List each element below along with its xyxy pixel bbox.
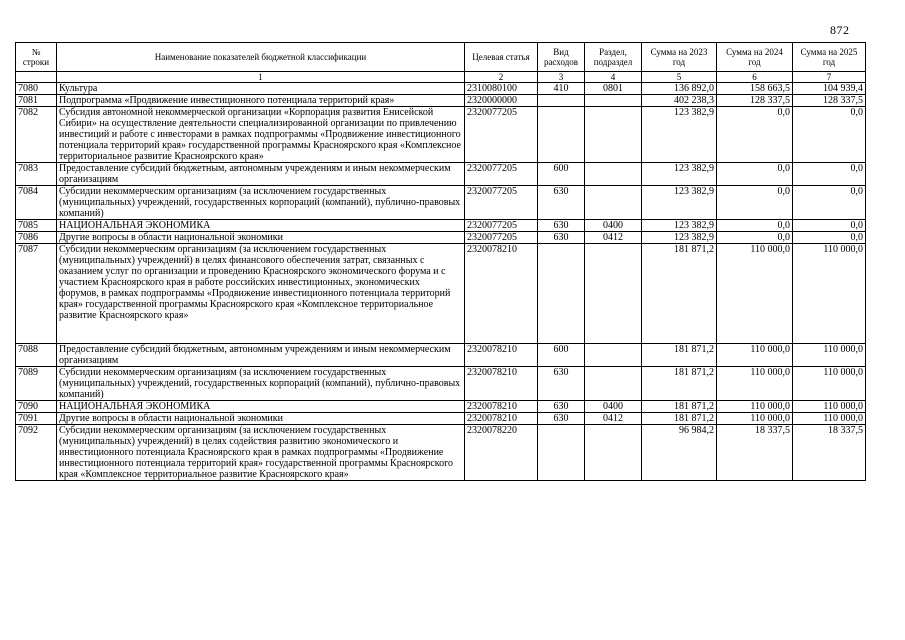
table-row: [16, 220, 866, 232]
sum-2024: 110 000,0: [717, 413, 793, 425]
sum-2025: 104 939,4: [793, 83, 866, 95]
column-index: 1: [57, 72, 465, 83]
sum-2025: 0,0: [793, 186, 866, 220]
header-sum-2025: Сумма на 2025 год: [793, 43, 866, 72]
row-number: 7086: [16, 232, 57, 244]
sum-2023: 181 871,2: [642, 244, 717, 344]
sum-2023: 181 871,2: [642, 344, 717, 367]
table-row: [16, 367, 866, 401]
table-row: [16, 95, 866, 107]
section-code: 0400: [585, 401, 642, 413]
column-index-row: [16, 72, 866, 83]
expense-type: [538, 107, 585, 163]
sum-2024: 110 000,0: [717, 244, 793, 344]
sum-2025: 18 337,5: [793, 425, 866, 481]
sum-2025: 110 000,0: [793, 401, 866, 413]
table-row: [16, 244, 866, 344]
target-article: 2320078210: [465, 244, 538, 344]
sum-2024: 128 337,5: [717, 95, 793, 107]
expense-type: 630: [538, 186, 585, 220]
sum-2025: 0,0: [793, 163, 866, 186]
row-number: 7080: [16, 83, 57, 95]
sum-2023: 123 382,9: [642, 163, 717, 186]
sum-2024: 0,0: [717, 232, 793, 244]
header-target-article: Целевая статья: [465, 43, 538, 72]
sum-2024: 110 000,0: [717, 344, 793, 367]
row-number: 7084: [16, 186, 57, 220]
row-number: 7083: [16, 163, 57, 186]
sum-2025: 0,0: [793, 220, 866, 232]
sum-2023: 181 871,2: [642, 367, 717, 401]
target-article: 2320078220: [465, 425, 538, 481]
indicator-name: Подпрограмма «Продвижение инвестиционного потенциала территорий края»: [57, 95, 465, 107]
sum-2023: 402 238,3: [642, 95, 717, 107]
target-article: 2320077205: [465, 163, 538, 186]
sum-2023: 181 871,2: [642, 401, 717, 413]
indicator-name: Предоставление субсидий бюджетным, автономным учреждениям и иным некоммерческим организациям: [57, 163, 465, 186]
sum-2025: 0,0: [793, 232, 866, 244]
header-sum-2023: Сумма на 2023 год: [642, 43, 717, 72]
expense-type: 630: [538, 220, 585, 232]
expense-type: 630: [538, 367, 585, 401]
row-number: 7087: [16, 244, 57, 344]
expense-type: [538, 425, 585, 481]
section-code: [585, 186, 642, 220]
row-number: 7090: [16, 401, 57, 413]
sum-2023: 123 382,9: [642, 107, 717, 163]
sum-2023: 96 984,2: [642, 425, 717, 481]
expense-type: 630: [538, 413, 585, 425]
section-code: [585, 107, 642, 163]
column-index: 3: [538, 72, 585, 83]
expense-type: [538, 244, 585, 344]
indicator-name: Другие вопросы в области национальной экономики: [57, 413, 465, 425]
target-article: 2320077205: [465, 107, 538, 163]
target-article: 2320078210: [465, 401, 538, 413]
sum-2025: 128 337,5: [793, 95, 866, 107]
target-article: 2320077205: [465, 232, 538, 244]
table-row: [16, 186, 866, 220]
row-number: 7091: [16, 413, 57, 425]
row-number: 7082: [16, 107, 57, 163]
target-article: 2320078210: [465, 344, 538, 367]
sum-2024: 0,0: [717, 220, 793, 232]
section-code: [585, 367, 642, 401]
column-index: 2: [465, 72, 538, 83]
section-code: 0400: [585, 220, 642, 232]
section-code: [585, 344, 642, 367]
sum-2024: 0,0: [717, 163, 793, 186]
sum-2024: 158 663,5: [717, 83, 793, 95]
sum-2025: 110 000,0: [793, 244, 866, 344]
target-article: 2320077205: [465, 220, 538, 232]
row-number: 7089: [16, 367, 57, 401]
target-article: 2320078210: [465, 413, 538, 425]
indicator-name: Субсидии некоммерческим организациям (за исключением государственных (муниципальных) учреждений) в целях содействия развитию экономического и инвестиционного потенциала Красноярского края в рамках подпрограммы «Продвижение инвестиционного потенциала территорий края» государственной программы Красноярского края «Комплексное территориальное развитие Красноярского края»: [57, 425, 465, 481]
budget-table: [15, 42, 866, 481]
indicator-name: Культура: [57, 83, 465, 95]
section-code: [585, 163, 642, 186]
section-code: [585, 95, 642, 107]
table-row: [16, 232, 866, 244]
header-row-number: № строки: [16, 43, 57, 72]
expense-type: 630: [538, 232, 585, 244]
sum-2024: 110 000,0: [717, 401, 793, 413]
indicator-name: НАЦИОНАЛЬНАЯ ЭКОНОМИКА: [57, 220, 465, 232]
target-article: 2320077205: [465, 186, 538, 220]
table-row: [16, 163, 866, 186]
row-number: 7088: [16, 344, 57, 367]
column-index: 6: [717, 72, 793, 83]
header-section: Раздел, подраздел: [585, 43, 642, 72]
sum-2024: 0,0: [717, 186, 793, 220]
sum-2025: 110 000,0: [793, 413, 866, 425]
sum-2025: 110 000,0: [793, 344, 866, 367]
sum-2023: 123 382,9: [642, 220, 717, 232]
page-number: 872: [830, 23, 850, 37]
expense-type: [538, 95, 585, 107]
indicator-name: НАЦИОНАЛЬНАЯ ЭКОНОМИКА: [57, 401, 465, 413]
sum-2024: 18 337,5: [717, 425, 793, 481]
table-body: [16, 83, 866, 481]
indicator-name: Предоставление субсидий бюджетным, автономным учреждениям и иным некоммерческим организациям: [57, 344, 465, 367]
sum-2023: 123 382,9: [642, 232, 717, 244]
table-row: [16, 425, 866, 481]
column-index: 5: [642, 72, 717, 83]
table-row: [16, 344, 866, 367]
table-row: [16, 83, 866, 95]
header-expense-type: Вид расходов: [538, 43, 585, 72]
expense-type: 410: [538, 83, 585, 95]
column-index: [16, 72, 57, 83]
table-row: [16, 413, 866, 425]
table-row: [16, 401, 866, 413]
section-code: 0801: [585, 83, 642, 95]
indicator-name: Субсидия автономной некоммерческой организации «Корпорация развития Енисейской Сибири» на осуществление деятельности специализированной организации по привлечению инвестиций и работе с инвесторами в рамках подпрограммы «Продвижение инвестиционного потенциала территорий края» государственной программы Красноярского края «Комплексное территориальное развитие Красноярского края»: [57, 107, 465, 163]
section-code: [585, 425, 642, 481]
expense-type: 630: [538, 401, 585, 413]
sum-2023: 181 871,2: [642, 413, 717, 425]
sum-2025: 110 000,0: [793, 367, 866, 401]
sum-2024: 110 000,0: [717, 367, 793, 401]
target-article: 2320078210: [465, 367, 538, 401]
table-header-row: [16, 43, 866, 72]
expense-type: 600: [538, 344, 585, 367]
row-number: 7081: [16, 95, 57, 107]
header-sum-2024: Сумма на 2024 год: [717, 43, 793, 72]
header-indicator-name: Наименование показателей бюджетной классификации: [57, 43, 465, 72]
row-number: 7092: [16, 425, 57, 481]
target-article: 2320000000: [465, 95, 538, 107]
indicator-name: Субсидии некоммерческим организациям (за исключением государственных (муниципальных) учреждений) в целях финансового обеспечения затрат, связанных с оказанием услуг по организации и проведению Красноярского экономического форума и с участием Красноярского края в работе российских инвестиционных, экономических форумов, в рамках подпрограммы «Продвижение инвестиционного потенциала территорий края» государственной программы Красноярского края «Комплексное территориальное развитие Красноярского края»: [57, 244, 465, 344]
sum-2025: 0,0: [793, 107, 866, 163]
indicator-name: Субсидии некоммерческим организациям (за исключением государственных (муниципальных) учреждений, государственных корпораций (компаний), публично-правовых компаний): [57, 367, 465, 401]
section-code: 0412: [585, 232, 642, 244]
indicator-name: Субсидии некоммерческим организациям (за исключением государственных (муниципальных) учреждений, государственных корпораций (компаний), публично-правовых компаний): [57, 186, 465, 220]
section-code: [585, 244, 642, 344]
table-row: [16, 107, 866, 163]
sum-2023: 123 382,9: [642, 186, 717, 220]
indicator-name: Другие вопросы в области национальной экономики: [57, 232, 465, 244]
section-code: 0412: [585, 413, 642, 425]
sum-2024: 0,0: [717, 107, 793, 163]
sum-2023: 136 892,0: [642, 83, 717, 95]
column-index: 7: [793, 72, 866, 83]
expense-type: 600: [538, 163, 585, 186]
column-index: 4: [585, 72, 642, 83]
target-article: 2310080100: [465, 83, 538, 95]
row-number: 7085: [16, 220, 57, 232]
